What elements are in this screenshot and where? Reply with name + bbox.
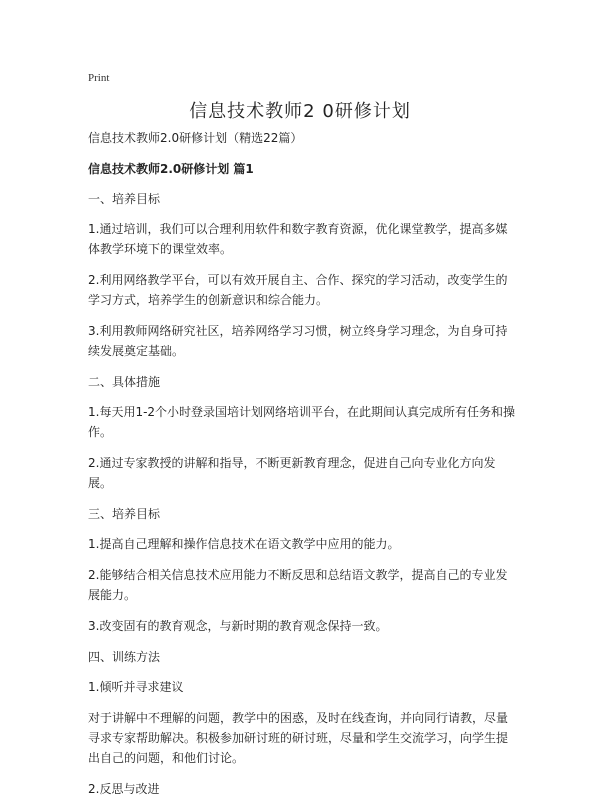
paragraph: 3.利用教师网络研究社区，培养网络学习习惯，树立终身学习理念，为自身可持续发展奠定基础。: [88, 324, 508, 358]
paragraph: 2.能够结合相关信息技术应用能力不断反思和总结语文教学，提高自己的专业发展能力。: [88, 568, 508, 602]
paragraph: 2.利用网络教学平台，可以有效开展自主、合作、探究的学习活动，改变学生的学习方式，培养学生的创新意识和综合能力。: [88, 273, 508, 307]
section-heading: 二、具体措施: [88, 375, 161, 389]
paragraph: 1.提高自己理解和操作信息技术在语文教学中应用的能力。: [88, 537, 400, 551]
paragraph: 2.反思与改进: [88, 782, 160, 796]
document-body: [88, 128, 516, 810]
section-heading: 四、训练方法: [88, 650, 161, 664]
paragraph: 1.倾听并寻求建议: [88, 680, 184, 694]
section-heading: 三、培养目标: [88, 507, 161, 521]
content-blocks: [88, 189, 516, 799]
section-title: 信息技术教师2.0研修计划 篇1: [88, 162, 254, 176]
paragraph: 1.通过培训，我们可以合理利用软件和数字教育资源，优化课堂教学，提高多媒体教学环境下的课堂效率。: [88, 222, 508, 256]
document-title: 信息技术教师2 0研修计划: [189, 101, 411, 122]
paragraph: 2.通过专家教授的讲解和指导，不断更新教育理念，促进自己向专业化方向发展。: [88, 456, 496, 490]
print-label: Print: [88, 72, 110, 84]
section-heading: 一、培养目标: [88, 192, 161, 206]
paragraph: 对于讲解中不理解的问题，教学中的困惑，及时在线查询，并向同行请教，尽量寻求专家帮助解决。积极参加研讨班的研讨班，尽量和学生交流学习，向学生提出自己的问题，和他们讨论。: [88, 711, 509, 765]
document-subtitle: 信息技术教师2.0研修计划（精选22篇）: [88, 131, 303, 145]
paragraph: 3.改变固有的教育观念，与新时期的教育观念保持一致。: [88, 619, 388, 633]
paragraph: 1.每天用1-2个小时登录国培计划网络培训平台，在此期间认真完成所有任务和操作。: [88, 405, 516, 439]
